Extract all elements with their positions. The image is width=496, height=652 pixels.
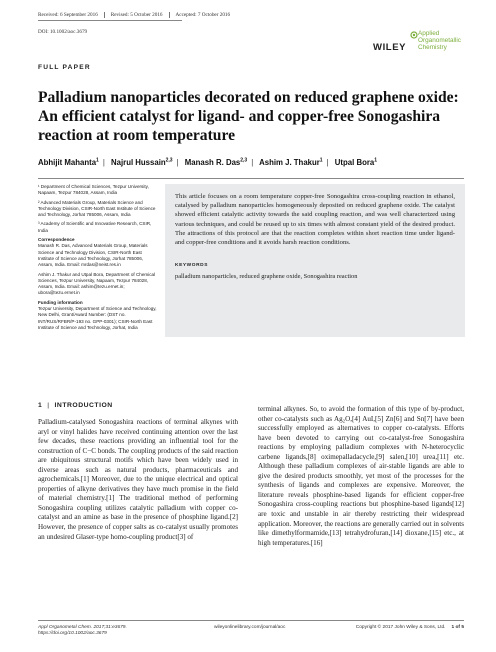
author[interactable]: Manash R. Das$^{2,3}$ xyxy=(184,157,248,167)
journal-name-line: Chemistry xyxy=(418,44,447,51)
publisher-logo: WILEY xyxy=(373,42,407,53)
doi[interactable]: DOI: 10.1002/aoc.3679 xyxy=(38,29,88,35)
intro-paragraph: Palladium-catalysed Sonogashira reactions of terminal alkynes with aryl or vinyl halides have received continuing attention over the last few decades, these reactions providing an influential tool for the construction of C−C bonds. The coupling products of the said reaction are ubiquitous structural motifs which have been widely used in diverse areas such as natural products, pharmaceuticals and agrochemicals.[1] Moreover, due to the unique electrical and optical properties of alkyne derivatives they have much promise in the field of material chemistry.[1] The traditional method of performing Sonogashira coupling utilizes catalytic palladium with copper co-catalyst and an amine as base in the presence of phosphine ligand.[2] However, the presence of copper salts as co-catalyst usually promotes an undesired Glaser-type homo-coupling product[3] of xyxy=(38,418,238,541)
author[interactable]: Utpal Bora$^1$ xyxy=(334,157,377,167)
correspondence-heading: Correspondence xyxy=(38,237,75,243)
affiliation-1: ¹ Department of Chemical Sciences, Tezpur University, Napaam, Tezpur 784028, Assam, India xyxy=(38,184,149,196)
body-column-left xyxy=(38,418,238,542)
history-dates xyxy=(38,12,242,18)
funding-heading: Funding information xyxy=(38,299,83,305)
revised-date: Revised: 5 October 2016 xyxy=(111,12,170,18)
author-list: Abhijit Mahanta$^1$ | Najrul Hussain$^{2,3}$ | Manash R. Das$^{2,3}$ | Ashim J. Thakur$^1$ | Utpal Bora$^1$ xyxy=(38,157,377,167)
abstract-text: This article focuses on a room temperature copper-free Sonogashira cross-coupling reaction in ethanol, catalysed by palladium nanoparticles homogeneously deposited on reduced graphene oxide. The catalyst showed efficient catalytic activity towards the said coupling reaction, and was well characterized using various techniques, and could be reused up to six times with almost constant yield of the desired product. The attractions of this protocol are that the reaction completes within short reaction time under ligand- and copper-free conditions and it avoids harsh reaction conditions. xyxy=(175,193,455,247)
author[interactable]: Ashim J. Thakur$^1$ xyxy=(259,157,323,167)
funding-info: Tezpur University, Department of Science and Technology, New Delhi, Grant/Award Number: (DST no. INT/RUS/RFBR/P-193 no. GPP-0301); CSIR-North East Institute of Science and Technology, Jorhat, India xyxy=(38,306,157,330)
footer-doi-link[interactable]: https://doi.org/10.1002/aoc.3679 xyxy=(38,631,107,636)
affiliations-sidebar xyxy=(38,184,158,334)
section-number: 1 xyxy=(38,402,43,409)
copyright: Copyright © 2017 John Wiley & Sons, Ltd. xyxy=(355,625,446,630)
author[interactable]: Najrul Hussain$^{2,3}$ xyxy=(111,157,173,167)
footer-right xyxy=(356,625,464,630)
journal-name-line: Organometallic xyxy=(418,37,461,44)
keywords-heading: KEYWORDS xyxy=(175,263,209,269)
section-title: INTRODUCTION xyxy=(54,402,113,409)
received-date: Received: 6 September 2016 xyxy=(38,12,105,18)
journal-name xyxy=(418,30,461,51)
article-type: FULL PAPER xyxy=(38,64,91,71)
correspondence-2: Ashim J. Thakur and Utpal Bora, Department of Chemical Sciences, Tezpur University, Napaam, Tezpur 784028, Assam, India. Email: ashim@tezu.ernet.in; ubora@tezu.ernet.in xyxy=(38,271,156,296)
accepted-date: Accepted: 7 October 2016 xyxy=(175,12,231,18)
body-column-right xyxy=(258,405,464,548)
title-rule xyxy=(38,178,464,179)
article-title: Palladium nanoparticles decorated on reduced graphene oxide: An efficient catalyst for ligand- and copper-free Sonogashira reaction at room temperature xyxy=(38,89,459,144)
intro-paragraph: terminal alkynes. So, to avoid the formation of this type of by-product, other co-catalysts such as Ag₂O,[4] AuI,[5] Zn[6] and Sn[7] have been successfully employed as alternatives to copper co-catalysts. Efforts have been devoted to carrying out co-catalyst-free Sonogashira reactions by employing palladium complexes with N-heterocyclic carbene ligands,[8] oximepalladacycle,[9] salen,[10] urea,[11] etc. Although these palladium complexes of air-stable ligands are able to give the desired products smoothly, yet most of the processes for the synthesis of ligands and complexes are expensive. Moreover, the literature reveals phosphine-based ligands for efficient copper-free Sonogashira cross-coupling reactions but phosphine-based ligands[12] are toxic and unstable in air thereby restricting their widespread application. Moreover, the reactions are generally carried out in solvents like dimethylformamide,[13] tetrahydrofuran,[14] dioxane,[15] etc., at high temperatures.[16] xyxy=(258,405,464,547)
page-footer xyxy=(38,620,464,636)
correspondence-1: Manash R. Das, Advanced Materials Group, Materials Science and Technology Division, CSIR-North East Institute of Science and Technology, Jorhat 785006, Assam, India. Email: mrdas@neist.res.in xyxy=(38,243,148,268)
affiliation-3: ³ Academy of Scientific and Innovative Research, CSIR, India xyxy=(38,221,152,233)
affiliation-2: ² Advanced Materials Group, Materials Science and Technology Division, CSIR-North East Institute of Science and Technology, Jorhat 785006, Assam, India xyxy=(38,199,156,218)
keywords-list: palladium nanoparticles, reduced graphene oxide, Sonogashira reaction xyxy=(175,273,358,281)
author[interactable]: Abhijit Mahanta$^1$ xyxy=(38,157,99,167)
page-number: 1 of 5 xyxy=(451,625,464,630)
journal-name-line: Applied xyxy=(418,30,440,37)
footer-site-link[interactable]: wileyonlinelibrary.com/journal/aoc xyxy=(214,625,286,630)
footer-citation: Appl Organometal Chem. 2017;31:e3679. https://doi.org/10.1002/aoc.3679 xyxy=(38,625,127,636)
section-heading: 1 | INTRODUCTION xyxy=(38,402,113,409)
abstract-box xyxy=(165,184,465,337)
